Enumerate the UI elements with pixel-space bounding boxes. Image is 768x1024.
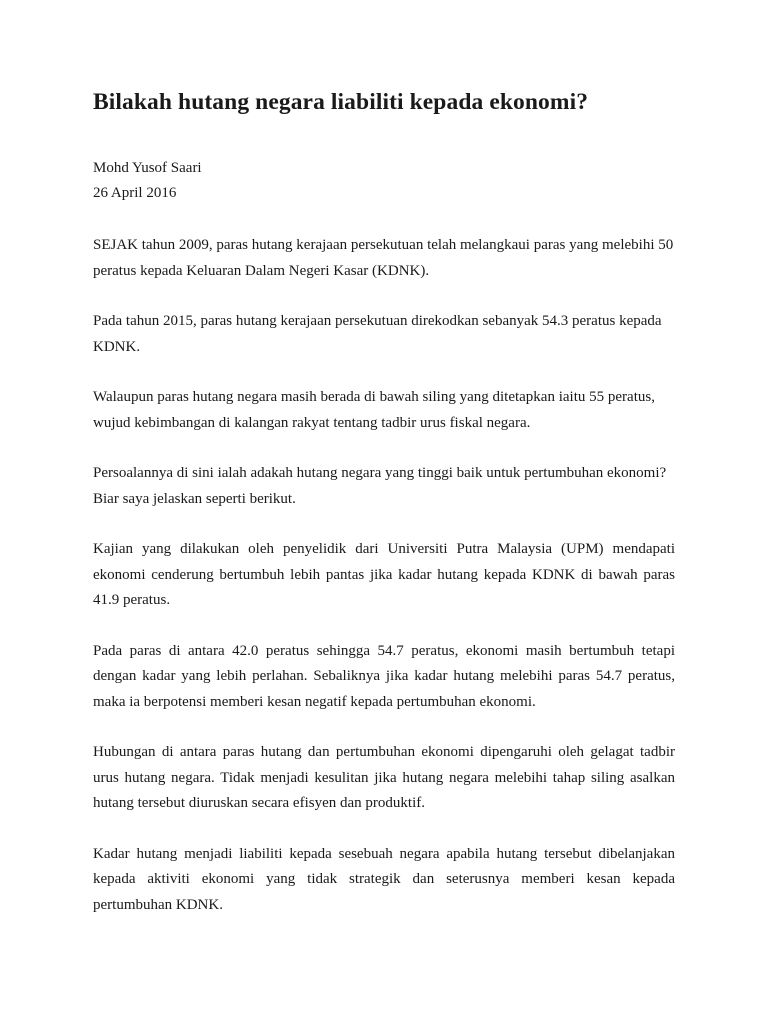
article-title: Bilakah hutang negara liabiliti kepada ekonomi?	[93, 89, 589, 115]
article-author: Mohd Yusof Saari	[93, 160, 202, 176]
paragraph-8: Kadar hutang menjadi liabiliti kepada sesebuah negara apabila hutang tersebut dibelanjakan kepada aktiviti ekonomi yang tidak strategik dan seterusnya memberi kesan kepada pertumbuhan KDNK.	[93, 845, 675, 913]
paragraph-4: Persoalannya di sini ialah adakah hutang negara yang tinggi baik untuk pertumbuhan ekonomi? Biar saya jelaskan seperti berikut.	[93, 465, 667, 507]
article-meta	[93, 156, 675, 206]
article-date: 26 April 2016	[93, 185, 177, 201]
article-body	[93, 233, 675, 918]
paragraph-5: Kajian yang dilakukan oleh penyelidik dari Universiti Putra Malaysia (UPM) mendapati ekonomi cenderung bertumbuh lebih pantas jika kadar hutang kepada KDNK di bawah paras 41.9 peratus.	[93, 541, 675, 608]
paragraph-7: Hubungan di antara paras hutang dan pertumbuhan ekonomi dipengaruhi oleh gelagat tadbir urus hutang negara. Tidak menjadi kesulitan jika hutang negara melebihi tahap siling asalkan hutang tersebut diuruskan secara efisyen dan produktif.	[93, 744, 675, 811]
document-page	[93, 86, 675, 943]
paragraph-1: SEJAK tahun 2009, paras hutang kerajaan persekutuan telah melangkaui paras yang melebihi 50 peratus kepada Keluaran Dalam Negeri Kasar (KDNK).	[93, 237, 674, 279]
paragraph-6: Pada paras di antara 42.0 peratus sehingga 54.7 peratus, ekonomi masih bertumbuh tetapi dengan kadar yang lebih perlahan. Sebaliknya jika kadar hutang melebihi paras 54.7 peratus, maka ia berpotensi memberi kesan negatif kepada pertumbuhan ekonomi.	[93, 642, 675, 710]
paragraph-3: Walaupun paras hutang negara masih berada di bawah siling yang ditetapkan iaitu 55 peratus, wujud kebimbangan di kalangan rakyat tentang tadbir urus fiskal negara.	[93, 389, 655, 431]
paragraph-2: Pada tahun 2015, paras hutang kerajaan persekutuan direkodkan sebanyak 54.3 peratus kepada KDNK.	[93, 313, 662, 355]
